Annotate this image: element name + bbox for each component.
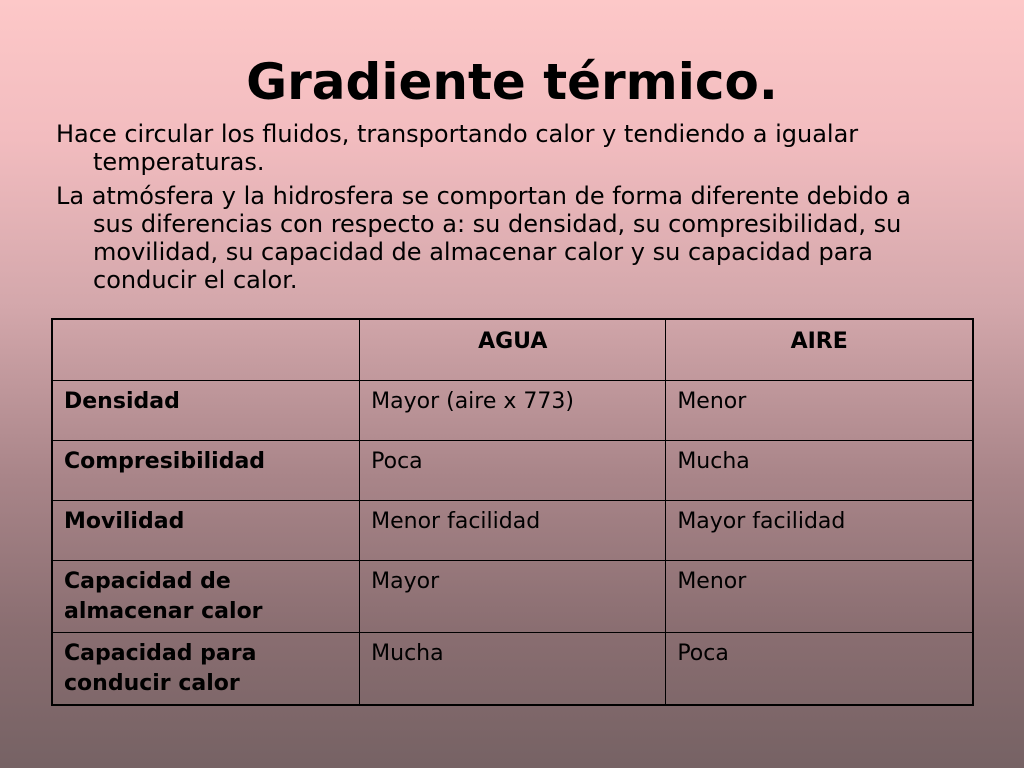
- table-cell: Mucha: [360, 633, 666, 706]
- paragraph: La atmósfera y la hidrosfera se comportan de forma diferente debido a sus diferencias con respecto a: su densidad, su compresibilidad, su movilidad, su capacidad de almacenar calor y su capacidad para conducir el calor.: [56, 182, 911, 294]
- table-cell: Mayor (aire x 773): [360, 381, 666, 441]
- table-row: [52, 561, 973, 633]
- table-cell: Mayor: [360, 561, 666, 633]
- row-label: Compresibilidad: [52, 441, 360, 501]
- table-cell: Mayor facilidad: [666, 501, 973, 561]
- row-label: Movilidad: [52, 501, 360, 561]
- row-label: Capacidad para conducir calor: [52, 633, 360, 706]
- table-row: [52, 501, 973, 561]
- slide-body: [56, 120, 956, 300]
- table-cell: Mucha: [666, 441, 973, 501]
- table-cell: Menor: [666, 381, 973, 441]
- table-header-cell: [52, 319, 360, 381]
- table-row: [52, 381, 973, 441]
- table-cell: Menor: [666, 561, 973, 633]
- table-row: [52, 633, 973, 706]
- table-row: [52, 441, 973, 501]
- comparison-table: [51, 318, 974, 706]
- slide-title: Gradiente térmico.: [246, 53, 778, 111]
- table-cell: Poca: [360, 441, 666, 501]
- row-label: Capacidad de almacenar calor: [52, 561, 360, 633]
- row-label: Densidad: [52, 381, 360, 441]
- table-header-row: [52, 319, 973, 381]
- table-cell: Menor facilidad: [360, 501, 666, 561]
- paragraph: Hace circular los fluidos, transportando calor y tendiendo a igualar temperaturas.: [56, 120, 859, 176]
- table-cell: Poca: [666, 633, 973, 706]
- table-header-cell: AGUA: [360, 319, 666, 381]
- table-header-cell: AIRE: [666, 319, 973, 381]
